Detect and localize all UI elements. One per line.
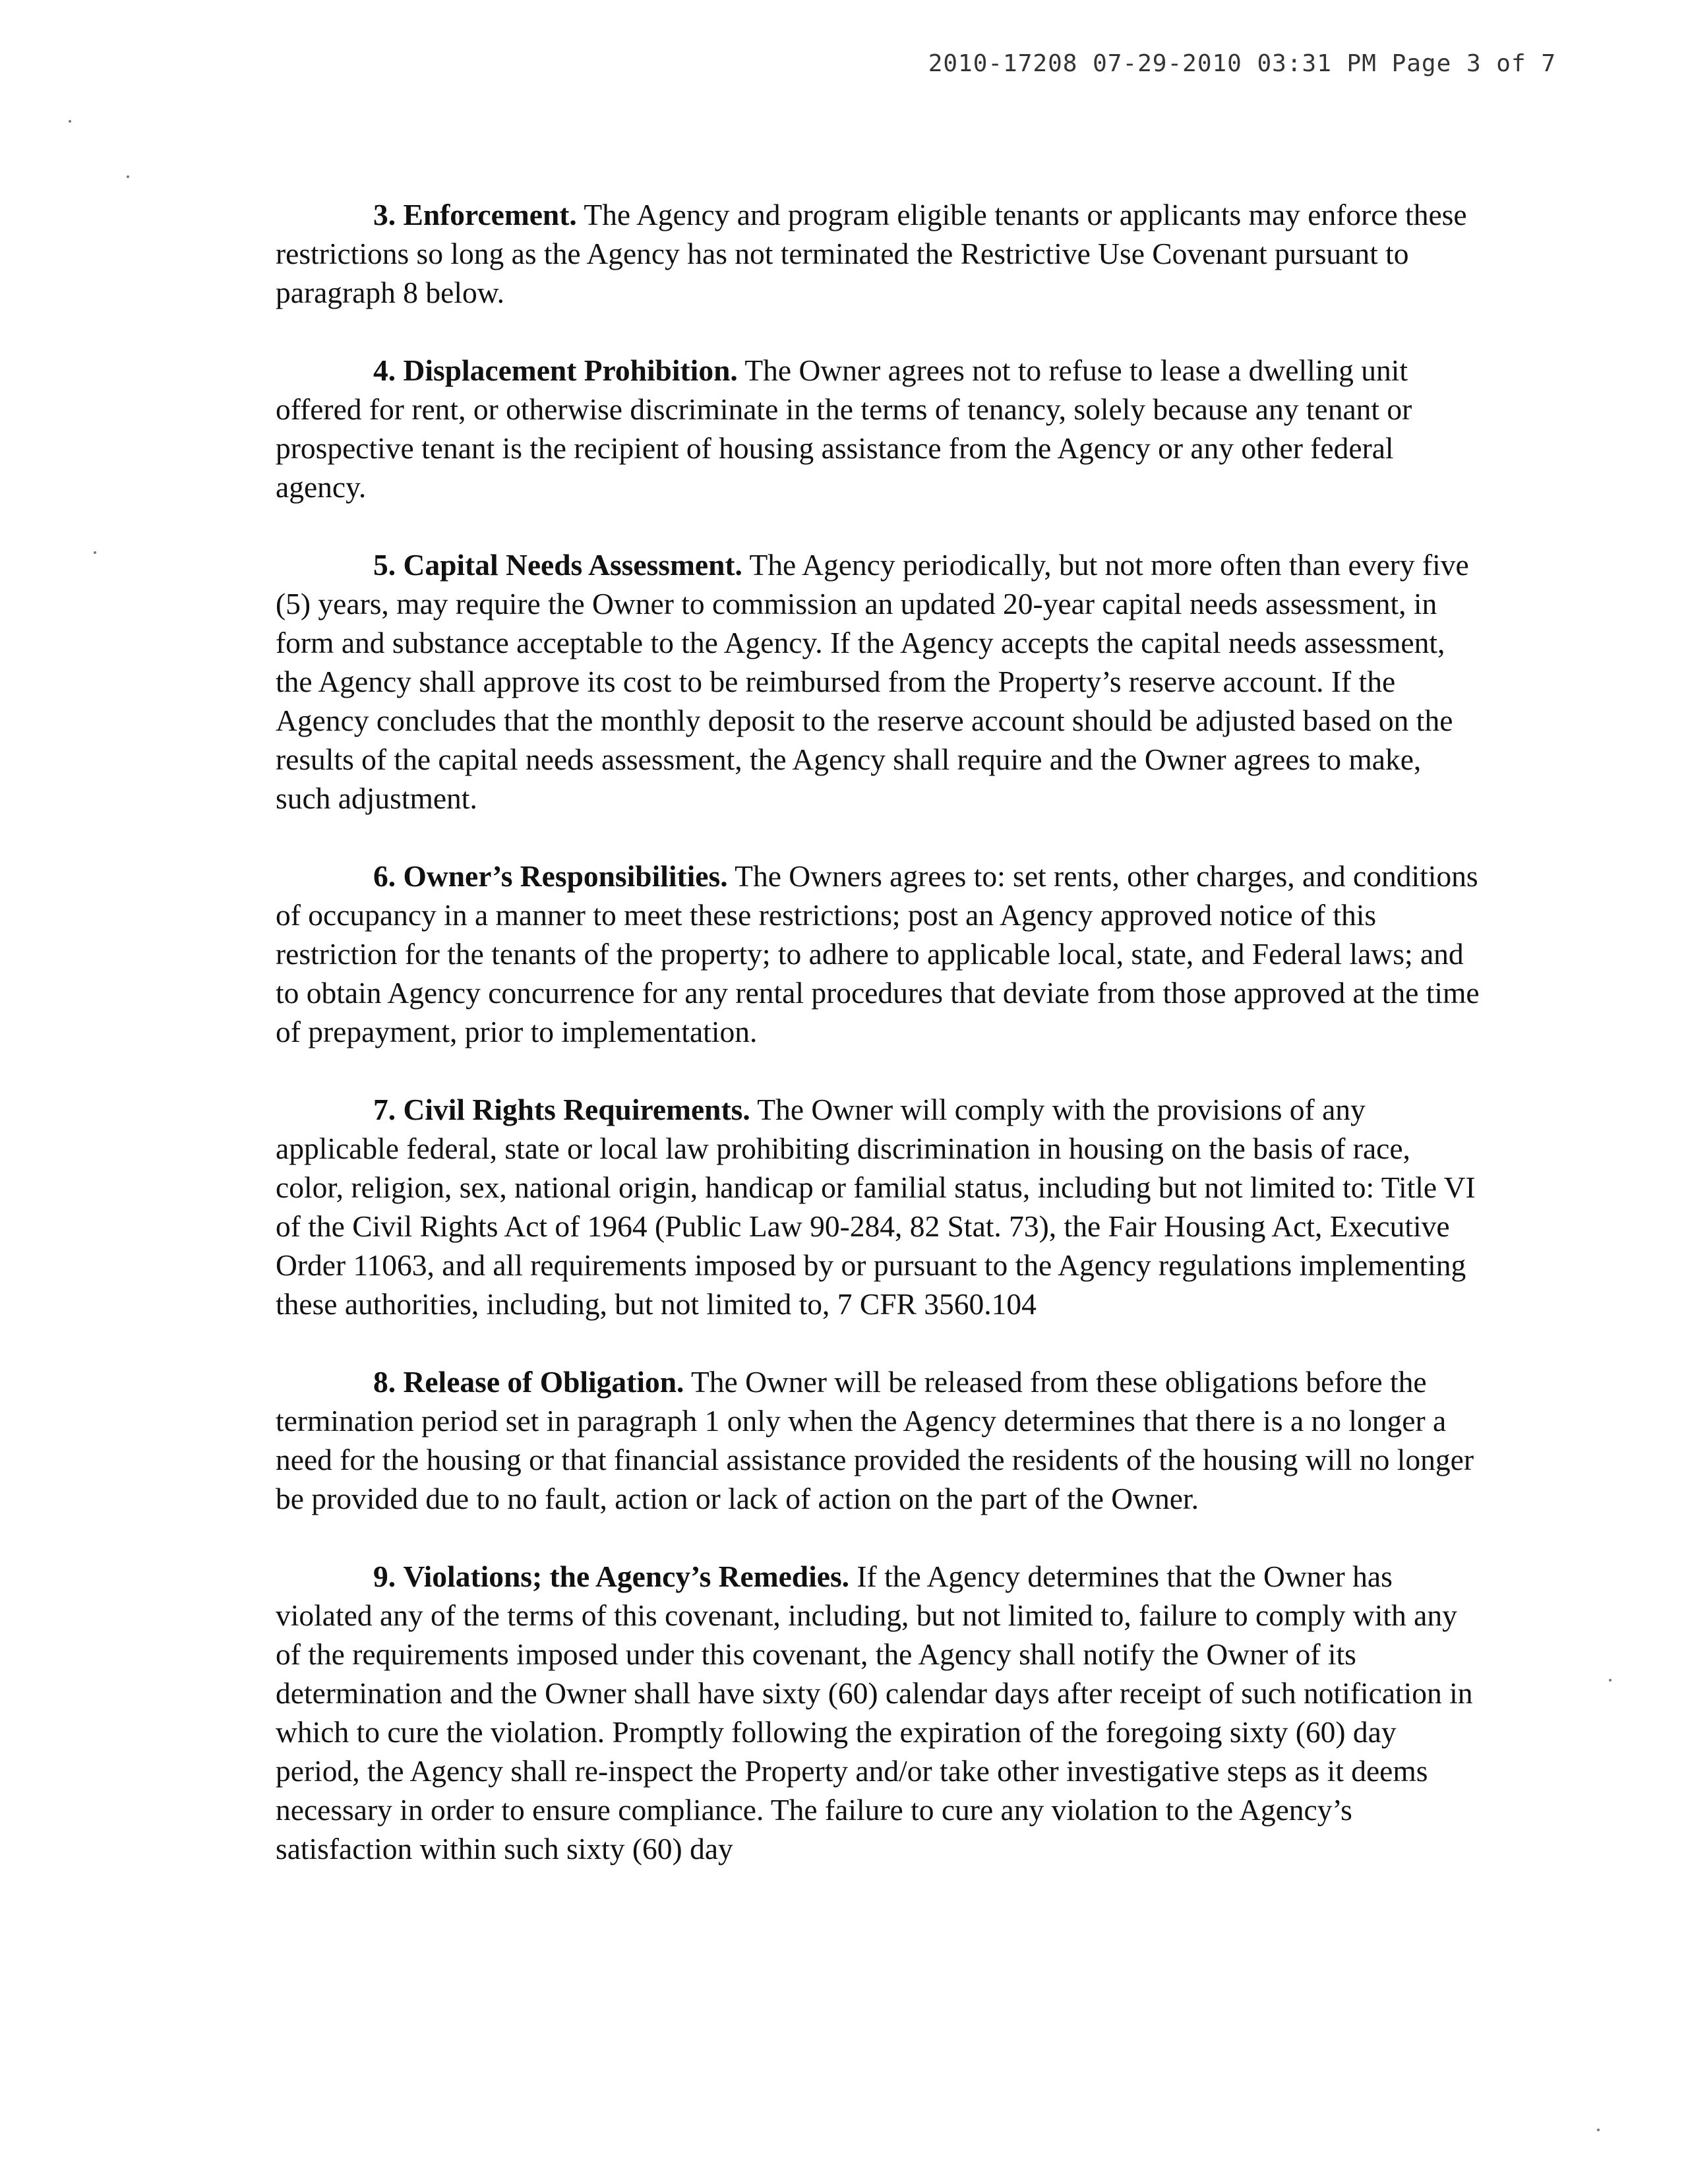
section-number: 5. xyxy=(373,548,396,582)
section-text: The Owner agrees not to refuse to lease a dwelling unit offered for rent, or otherwise discriminate in the terms of tenancy, solely because any tenant or prospective tenant is the recipient of housing assistance from the Agency or any other federal agency. xyxy=(276,353,1412,504)
section-enforcement xyxy=(276,195,1482,312)
section-text: The Owner will be released from these obligations before the termination period set in paragraph 1 only when the Agency determines that there is a no longer a need for the housing or that financial assistance provided the residents of the housing will no longer be provided due to no fault, action or lack of action on the part of the Owner. xyxy=(276,1365,1474,1515)
scan-speck xyxy=(127,175,129,178)
section-heading: Civil Rights Requirements. xyxy=(403,1093,750,1126)
section-number: 8. xyxy=(373,1365,396,1399)
section-violations-remedies xyxy=(276,1557,1482,1868)
section-number: 4. xyxy=(373,353,396,387)
scan-speck xyxy=(1597,2129,1600,2131)
section-release-of-obligation xyxy=(276,1362,1482,1518)
scan-speck xyxy=(69,120,71,123)
section-number: 7. xyxy=(373,1093,396,1126)
section-heading: Violations; the Agency’s Remedies. xyxy=(403,1560,850,1593)
section-heading: Enforcement. xyxy=(403,198,577,231)
section-text: The Owner will comply with the provisions of any applicable federal, state or local law prohibiting discrimination in housing on the basis of race, color, religion, sex, national origin, handicap or familial status, including but not limited to: Title VI of the Civil Rights Act of 1964 (Public Law 90-284, 82 Stat. 73), the Fair Housing Act, Executive Order 11063, and all requirements imposed by or pursuant to the Agency regulations implementing these authorities, including, but not limited to, 7 CFR 3560.104 xyxy=(276,1093,1476,1321)
section-text: If the Agency determines that the Owner has violated any of the terms of this covenant, including, but not limited to, failure to comply with any of the requirements imposed under this covenant, the Agency shall notify the Owner of its determination and the Owner shall have sixty (60) calendar days after receipt of such notification in which to cure the violation. Promptly following the expiration of the foregoing sixty (60) day period, the Agency shall re-inspect the Property and/or take other investigative steps as it deems necessary in order to ensure compliance. The failure to cure any violation to the Agency’s satisfaction within such sixty (60) day xyxy=(276,1560,1473,1866)
section-number: 9. xyxy=(373,1560,396,1593)
section-heading: Owner’s Responsibilities. xyxy=(403,859,728,893)
section-text: The Agency and program eligible tenants or applicants may enforce these restrictions so long as the Agency has not terminated the Restrictive Use Covenant pursuant to paragraph 8 below. xyxy=(276,198,1467,309)
scan-speck xyxy=(1609,1679,1612,1682)
scan-speck xyxy=(94,551,96,554)
section-number: 3. xyxy=(373,198,396,231)
covenant-body xyxy=(276,195,1482,1907)
section-civil-rights-requirements xyxy=(276,1090,1482,1323)
section-text: The Agency periodically, but not more often than every five (5) years, may require the Owner to commission an updated 20-year capital needs assessment, in form and substance acceptable to the Agency. If the Agency accepts the capital needs assessment, the Agency shall approve its cost to be reimbursed from the Property’s reserve account. If the Agency concludes that the monthly deposit to the reserve account should be adjusted based on the results of the capital needs assessment, the Agency shall require and the Owner agrees to make, such adjustment. xyxy=(276,548,1469,815)
fax-header: 2010-17208 07-29-2010 03:31 PM Page 3 of 7 xyxy=(928,50,1556,77)
section-text: The Owners agrees to: set rents, other charges, and conditions of occupancy in a manner to meet these restrictions; post an Agency approved notice of this restriction for the tenants of the property; to adhere to applicable local, state, and Federal laws; and to obtain Agency concurrence for any rental procedures that deviate from those approved at the time of prepayment, prior to implementation. xyxy=(276,859,1480,1048)
section-heading: Capital Needs Assessment. xyxy=(403,548,742,582)
section-number: 6. xyxy=(373,859,396,893)
section-heading: Release of Obligation. xyxy=(403,1365,684,1399)
section-capital-needs-assessment xyxy=(276,545,1482,818)
section-owners-responsibilities xyxy=(276,857,1482,1051)
section-displacement-prohibition xyxy=(276,351,1482,506)
section-heading: Displacement Prohibition. xyxy=(403,353,738,387)
